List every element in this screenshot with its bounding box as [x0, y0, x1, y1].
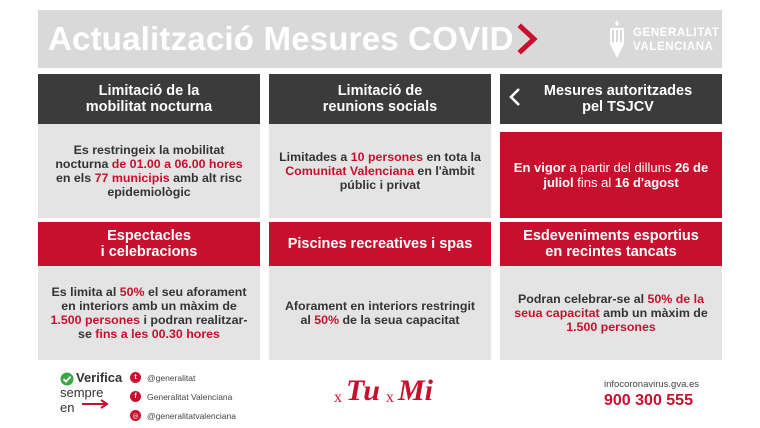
card-pools-spas	[269, 222, 491, 360]
page-title: Actualització Mesures COVID	[48, 20, 514, 57]
generalitat-logo	[606, 16, 720, 62]
body-text: en tota la	[423, 150, 481, 164]
body-text: Podran celebrar-se al	[518, 292, 648, 306]
instagram-icon: ◎	[130, 410, 141, 421]
brand-mi: Mi	[398, 374, 434, 407]
card-title-line-1: Piscines recreatives i spas	[287, 236, 473, 252]
body-text: de la seua capacitat	[339, 313, 460, 327]
body-text: Es restringeix la mobilitat nocturna	[55, 143, 225, 171]
card-night-mobility	[38, 74, 260, 218]
body-highlight: 50%	[314, 313, 340, 327]
card-title-line-1: Esdeveniments esportius	[523, 228, 699, 244]
body-text: a partir del dilluns	[565, 160, 675, 175]
logo-line-1: GENERALITAT	[633, 27, 720, 39]
social-label[interactable]: @generalitat	[147, 372, 196, 383]
social-label[interactable]: Generalitat Valenciana	[147, 391, 233, 402]
coat-of-arms-icon	[606, 18, 628, 60]
twitter-icon: t	[130, 372, 141, 383]
chevron-right-icon	[512, 23, 544, 55]
body-text: Aforament en interiors restringit al	[284, 299, 476, 327]
card-indoor-sports	[500, 222, 722, 360]
body-highlight: 1.500 persones	[50, 313, 141, 327]
body-highlight: 1.500 persones	[566, 320, 656, 334]
card-body	[269, 124, 491, 218]
card-body	[500, 266, 722, 360]
brand-x2: x	[386, 389, 394, 406]
card-title-line-2: i celebracions	[100, 244, 198, 260]
verify-line-2: sempre	[60, 385, 104, 400]
body-highlight: 77 municipis	[94, 171, 170, 185]
body-highlight: de 01.00 a 06.00 hores	[111, 157, 243, 171]
contact-info	[604, 379, 699, 410]
brand-tu: Tu	[346, 374, 380, 407]
header-banner	[38, 10, 722, 68]
card-header	[500, 222, 722, 266]
logo-line-2: VALENCIANA	[633, 41, 714, 53]
body-text: el seu aforament en interiors amb un màxim de	[61, 285, 247, 313]
card-header	[38, 74, 260, 124]
card-title-line-1: Limitació de la	[98, 83, 200, 99]
social-links	[130, 368, 236, 425]
body-highlight: 26 de juliol	[543, 160, 709, 190]
body-highlight: Comunitat Valenciana	[285, 164, 414, 178]
facebook-icon: f	[130, 391, 141, 402]
arrow-right-icon	[82, 399, 110, 409]
body-text: i podran realitzar-se	[78, 313, 248, 341]
card-title-line-2: pel TSJCV	[582, 99, 654, 115]
card-header	[269, 222, 491, 266]
body-text: en els	[56, 171, 95, 185]
card-title-line-2: mobilitat nocturna	[85, 99, 213, 115]
body-highlight: 10 persones	[350, 150, 424, 164]
card-header[interactable]	[500, 74, 722, 124]
body-highlight: 50% de la seua capacitat	[514, 292, 704, 320]
body-text: en l'àmbit públic i privat	[339, 164, 475, 192]
phone-number[interactable]: 900 300 555	[604, 392, 693, 409]
verify-line-3: en	[60, 400, 75, 415]
card-header	[269, 74, 491, 124]
body-highlight: fins a les 00.30 hores	[95, 327, 220, 341]
social-link-instagram[interactable]	[130, 406, 236, 425]
website-link[interactable]: infocoronavirus.gva.es	[604, 379, 700, 390]
body-strong: En vigor	[513, 160, 566, 175]
body-text: amb alt risc epidemiològic	[107, 171, 242, 199]
brand-x1: x	[334, 389, 342, 406]
card-title-line-1: Espectacles	[107, 228, 191, 244]
campaign-logo	[332, 370, 442, 410]
card-header	[38, 222, 260, 266]
body-text: fins al	[573, 175, 615, 190]
social-link-facebook[interactable]	[130, 387, 236, 406]
body-text: amb un màxim de	[599, 306, 708, 320]
verify-line-1: Verifica	[76, 370, 123, 385]
card-title-line-1: Mesures autoritzades	[543, 83, 693, 99]
card-body	[500, 132, 722, 218]
card-title-line-2: reunions socials	[322, 99, 438, 115]
card-social-gatherings	[269, 74, 491, 218]
card-authorized-measures	[500, 74, 722, 218]
body-highlight: 50%	[119, 285, 145, 299]
card-title-line-1: Limitació de	[337, 83, 423, 99]
card-body	[269, 266, 491, 360]
chevron-left-icon[interactable]	[508, 87, 522, 107]
social-label[interactable]: @generalitatvalenciana	[147, 410, 236, 421]
card-body	[38, 266, 260, 360]
body-highlight: 16 d'agost	[614, 175, 679, 190]
card-shows-celebrations	[38, 222, 260, 360]
card-title-line-2: en recintes tancats	[545, 244, 677, 260]
social-link-twitter[interactable]	[130, 368, 236, 387]
body-text: Es limita al	[51, 285, 120, 299]
card-body	[38, 124, 260, 218]
body-text: Limitades a	[279, 150, 351, 164]
